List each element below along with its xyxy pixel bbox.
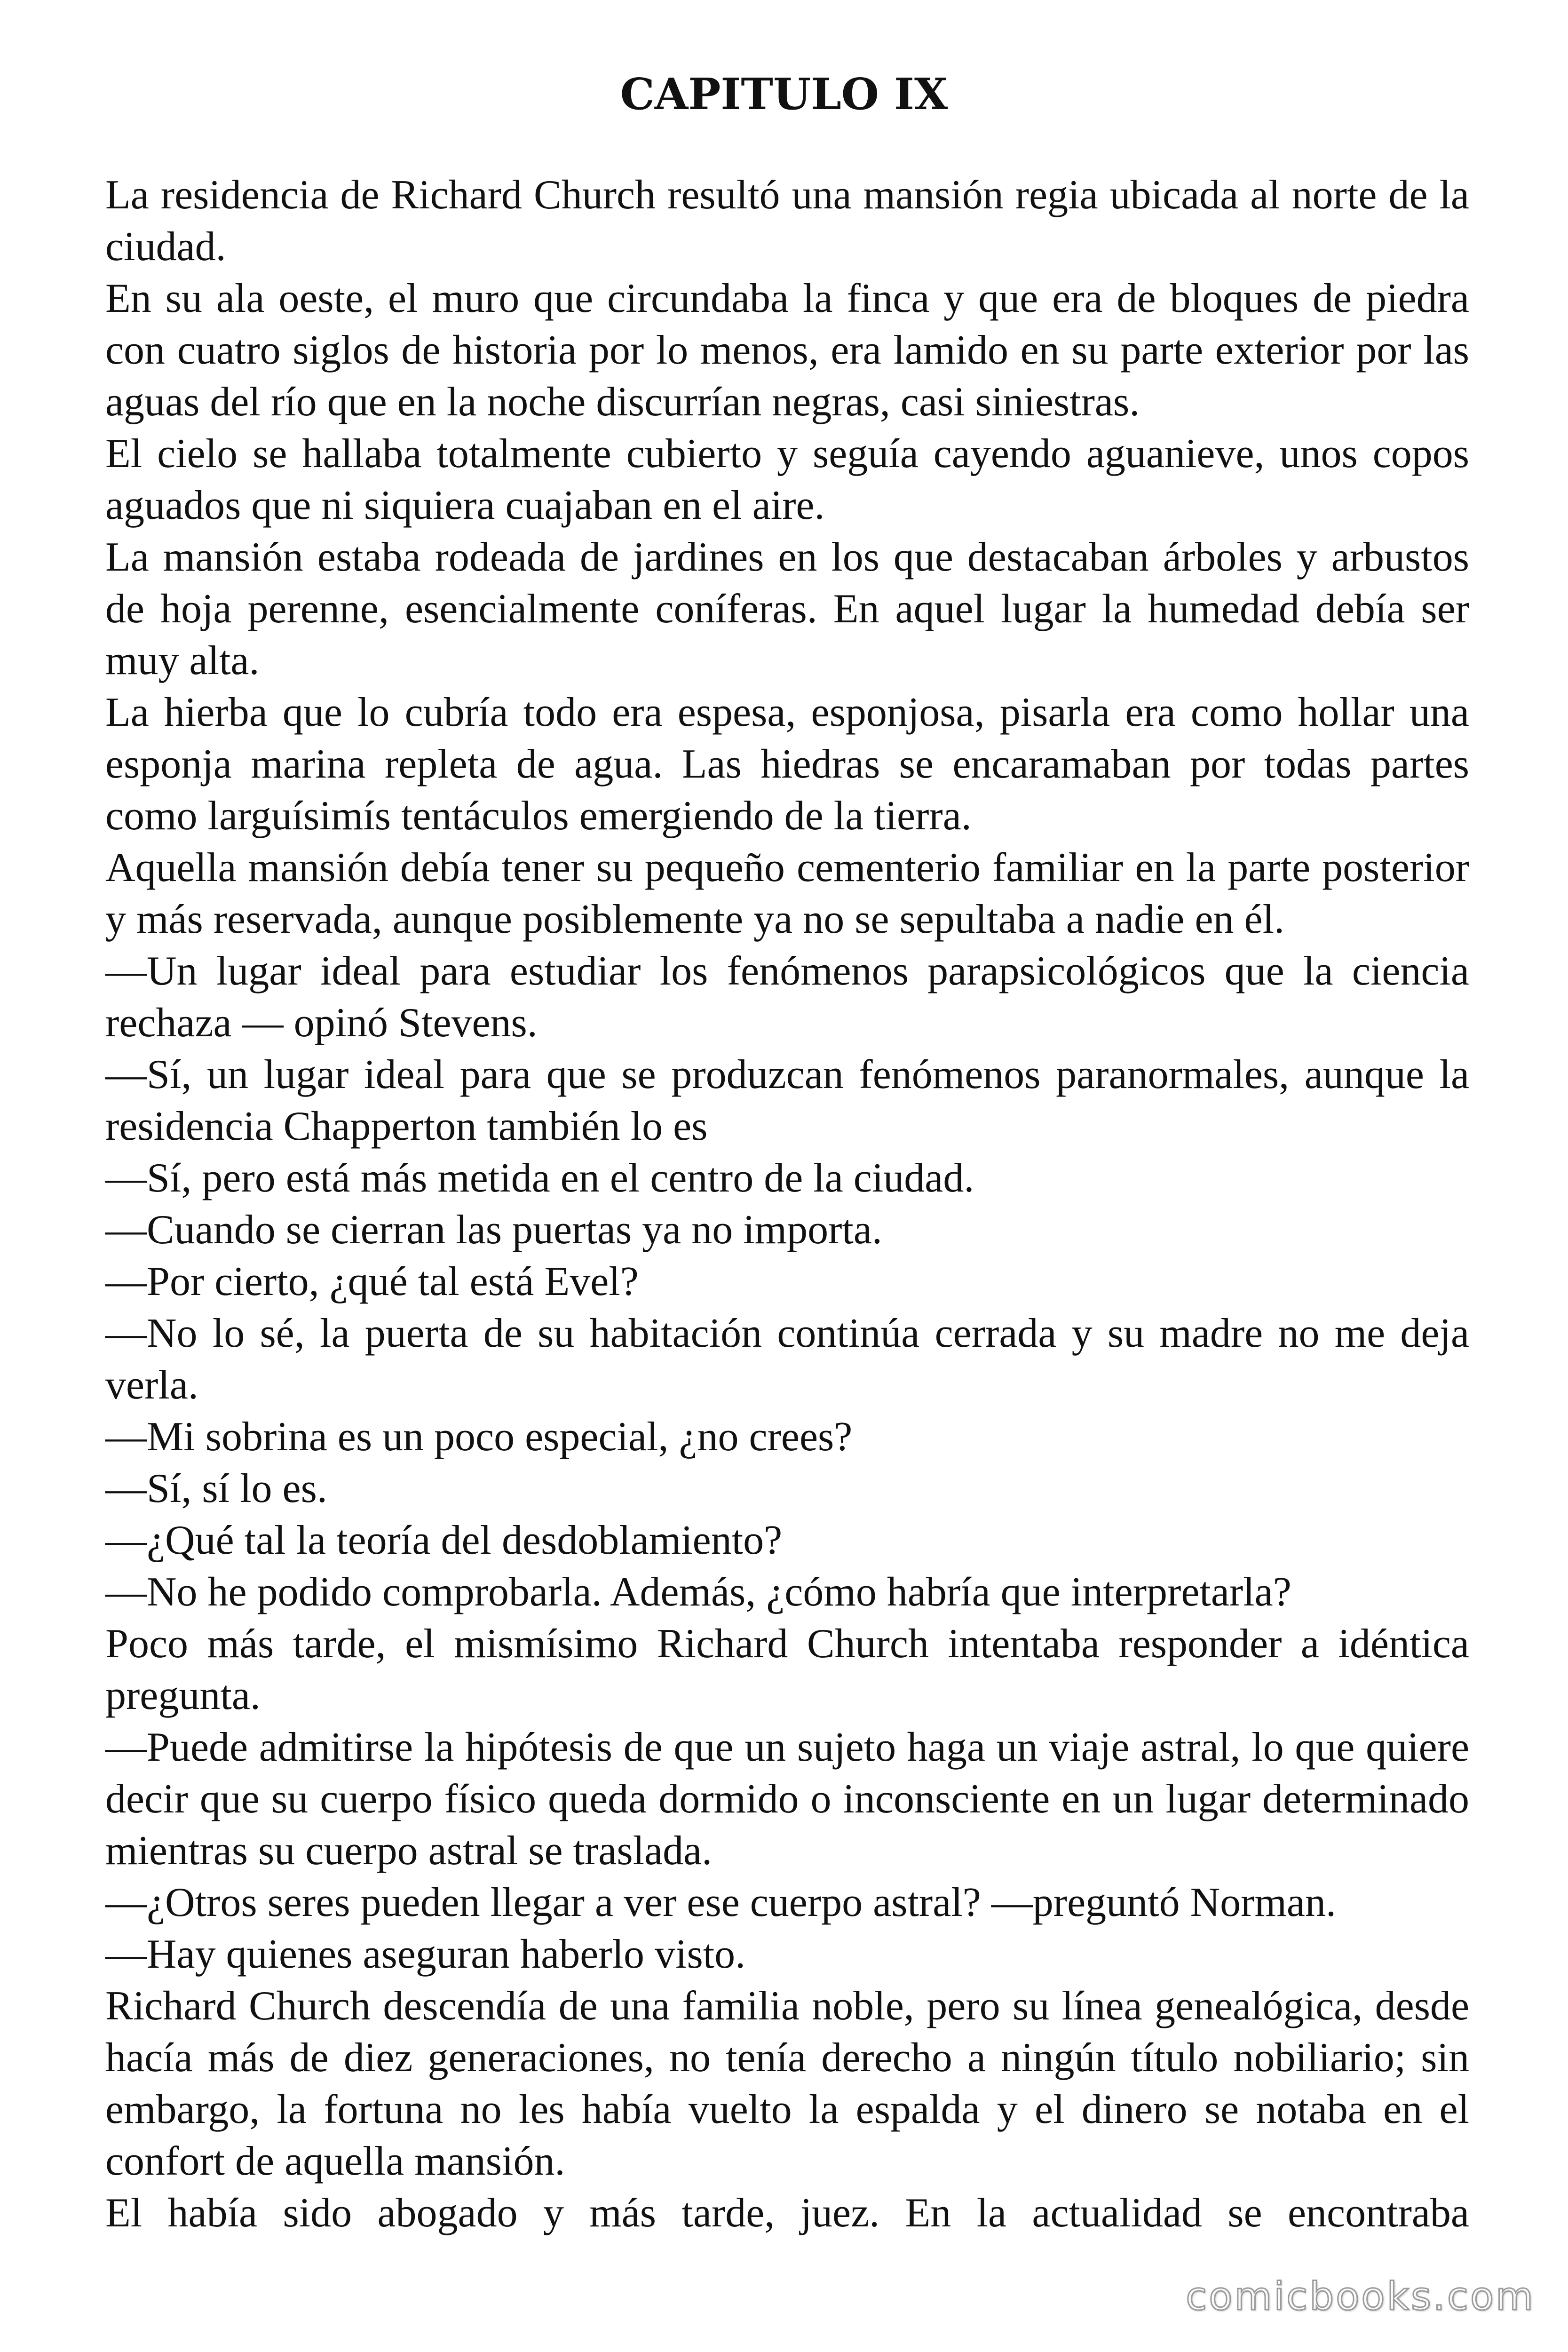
dialogue-line: —Sí, un lugar ideal para que se produzcan fenómenos paranormales, aunque la residencia Chapperton también lo es — [105, 1052, 1469, 1149]
dialogue-line: —Mi sobrina es un poco especial, ¿no crees? — [105, 1414, 853, 1460]
dialogue-line: —No he podido comprobarla. Además, ¿cómo habría que interpretarla? — [105, 1569, 1291, 1615]
dialogue-line: —¿Otros seres pueden llegar a ver ese cuerpo astral? —preguntó Norman. — [105, 1880, 1336, 1925]
paragraph: La hierba que lo cubría todo era espesa, esponjosa, pisarla era como hollar una esponja marina repleta de agua. Las hiedras se encaramaban por todas partes como larguísimís tentáculos emergiendo de la tierra. — [105, 690, 1469, 839]
paragraph: La mansión estaba rodeada de jardines en los que destacaban árboles y arbustos de hoja perenne, esencialmente coníferas. En aquel lugar la humedad debía ser muy alta. — [105, 534, 1469, 683]
dialogue-line: —Hay quienes aseguran haberlo visto. — [105, 1931, 746, 1977]
chapter-title: CAPITULO IX — [620, 69, 948, 119]
dialogue-line: —Sí, sí lo es. — [105, 1466, 327, 1511]
dialogue-line: —¿Qué tal la teoría del desdoblamiento? — [105, 1518, 783, 1563]
paragraph: Aquella mansión debía tener su pequeño cementerio familiar en la parte posterior y más reservada, aunque posiblemente ya no se sepultaba a nadie en él. — [105, 845, 1469, 942]
dialogue-line: —Puede admitirse la hipótesis de que un sujeto haga un viaje astral, lo que quiere decir que su cuerpo físico queda dormido o inconsciente en un lugar determinado mientras su cuerpo astral se traslada. — [105, 1724, 1469, 1874]
chapter-body — [105, 169, 1469, 2239]
dialogue-line: —Cuando se cierran las puertas ya no importa. — [105, 1207, 882, 1253]
dialogue-line: —Sí, pero está más metida en el centro de la ciudad. — [105, 1155, 974, 1201]
dialogue-line: —Por cierto, ¿qué tal está Evel? — [105, 1259, 639, 1304]
watermark-logo: comicbooks.com — [1186, 2274, 1535, 2319]
paragraph: En su ala oeste, el muro que circundaba la finca y que era de bloques de piedra con cuatro siglos de historia por lo menos, era lamido en su parte exterior por las aguas del río que en la noche discurrían negras, casi siniestras. — [105, 276, 1469, 425]
paragraph: La residencia de Richard Church resultó una mansión regia ubicada al norte de la ciudad. — [105, 172, 1469, 270]
dialogue-line: —Un lugar ideal para estudiar los fenómenos parapsicológicos que la ciencia rechaza — opinó Stevens. — [105, 948, 1469, 1046]
paragraph: Richard Church descendía de una familia noble, pero su línea genealógica, desde hacía más de diez generaciones, no tenía derecho a ningún título nobiliario; sin embargo, la fortuna no les había vuelto la espalda y el dinero se notaba en el confort de aquella mansión. — [105, 1983, 1469, 2184]
dialogue-line: —No lo sé, la puerta de su habitación continúa cerrada y su madre no me deja verla. — [105, 1311, 1469, 1408]
paragraph: El había sido abogado y más tarde, juez. En la actualidad se encontraba — [105, 2190, 1469, 2236]
paragraph: El cielo se hallaba totalmente cubierto y seguía cayendo aguanieve, unos copos aguados que ni siquiera cuajaban en el aire. — [105, 431, 1469, 528]
paragraph: Poco más tarde, el mismísimo Richard Church intentaba responder a idéntica pregunta. — [105, 1621, 1469, 1718]
